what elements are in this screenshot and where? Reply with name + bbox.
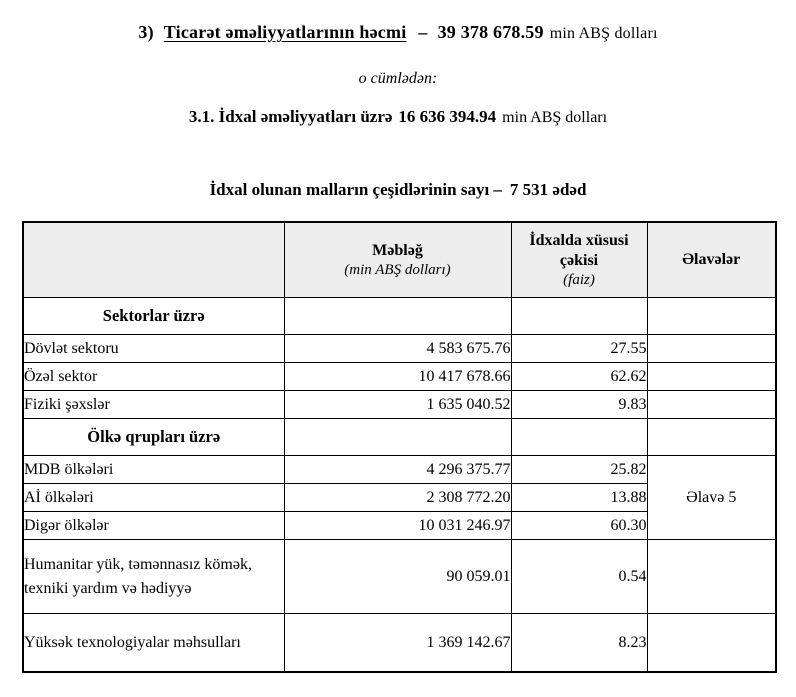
heading-unit: min ABŞ dolları	[549, 25, 658, 42]
section-row-country-groups	[23, 419, 776, 456]
heading-dash: –	[418, 22, 428, 42]
amount-column-header	[284, 222, 511, 298]
table-row	[23, 363, 776, 391]
share-cell: 62.62	[511, 363, 647, 391]
empty-cell	[647, 540, 776, 614]
empty-cell	[284, 419, 511, 456]
amount-cell: 4 583 675.76	[284, 335, 511, 363]
share-cell: 0.54	[511, 540, 647, 614]
row-label: Digər ölkələr	[23, 512, 284, 540]
heading-amount: 39 378 678.59	[437, 22, 544, 42]
table-caption-label: İdxal olunan malların çeşidlərinin sayı –	[209, 180, 502, 199]
import-subheading-unit: min ABŞ dolları	[502, 109, 608, 126]
empty-cell	[647, 614, 776, 673]
share-cell: 13.88	[511, 484, 647, 512]
amount-header-sub: (min ABŞ dolları)	[344, 261, 451, 278]
amount-cell: 4 296 375.77	[284, 456, 511, 484]
share-cell: 8.23	[511, 614, 647, 673]
row-label: Humanitar yük, təmənnasız kömək, texniki yardım və hədiyyə	[23, 540, 284, 614]
amount-cell: 90 059.01	[284, 540, 511, 614]
empty-cell	[284, 298, 511, 335]
row-label: Dövlət sektoru	[23, 335, 284, 363]
empty-cell	[511, 298, 647, 335]
row-label: Yüksək texnologiyalar məhsulları	[23, 614, 284, 673]
empty-cell	[647, 363, 776, 391]
row-label: Fiziki şəxslər	[23, 391, 284, 419]
empty-cell	[511, 419, 647, 456]
annex-header-title: Əlavələr	[682, 251, 741, 268]
section-label: Sektorlar üzrə	[23, 298, 284, 335]
amount-cell: 2 308 772.20	[284, 484, 511, 512]
share-cell: 9.83	[511, 391, 647, 419]
empty-cell	[647, 391, 776, 419]
empty-cell	[647, 335, 776, 363]
row-label: MDB ölkələri	[23, 456, 284, 484]
table-row	[23, 614, 776, 673]
table-row	[23, 540, 776, 614]
table-row	[23, 456, 776, 484]
heading-number: 3)	[138, 22, 154, 42]
amount-cell: 10 417 678.66	[284, 363, 511, 391]
amount-cell: 10 031 246.97	[284, 512, 511, 540]
including-label: o cümlədən:	[358, 70, 438, 87]
share-cell: 60.30	[511, 512, 647, 540]
import-table	[22, 221, 777, 673]
share-cell: 27.55	[511, 335, 647, 363]
section-label: Ölkə qrupları üzrə	[23, 419, 284, 456]
amount-cell: 1 635 040.52	[284, 391, 511, 419]
annex-column-header	[647, 222, 776, 298]
import-subheading-amount: 16 636 394.94	[398, 107, 497, 126]
table-header-row	[23, 222, 776, 298]
import-subheading	[0, 107, 796, 127]
table-caption	[0, 180, 796, 200]
heading-title: Ticarət əməliyyatlarının həcmi	[163, 22, 407, 42]
import-subheading-label: 3.1. İdxal əməliyyatları üzrə	[188, 107, 393, 126]
empty-cell	[647, 419, 776, 456]
share-header-sub: (faiz)	[563, 271, 595, 288]
empty-header-cell	[23, 222, 284, 298]
share-cell: 25.82	[511, 456, 647, 484]
main-heading	[0, 0, 796, 43]
table-row	[23, 391, 776, 419]
amount-cell: 1 369 142.67	[284, 614, 511, 673]
amount-header-title: Məbləğ	[372, 241, 423, 259]
row-label: Özəl sektor	[23, 363, 284, 391]
annex-note-cell: Əlavə 5	[647, 456, 776, 540]
share-header-title: İdxalda xüsusi çəkisi	[529, 231, 629, 269]
share-column-header	[511, 222, 647, 298]
section-row-sectors	[23, 298, 776, 335]
table-caption-value: 7 531 ədəd	[509, 180, 587, 199]
empty-cell	[647, 298, 776, 335]
table-row	[23, 335, 776, 363]
row-label: Aİ ölkələri	[23, 484, 284, 512]
